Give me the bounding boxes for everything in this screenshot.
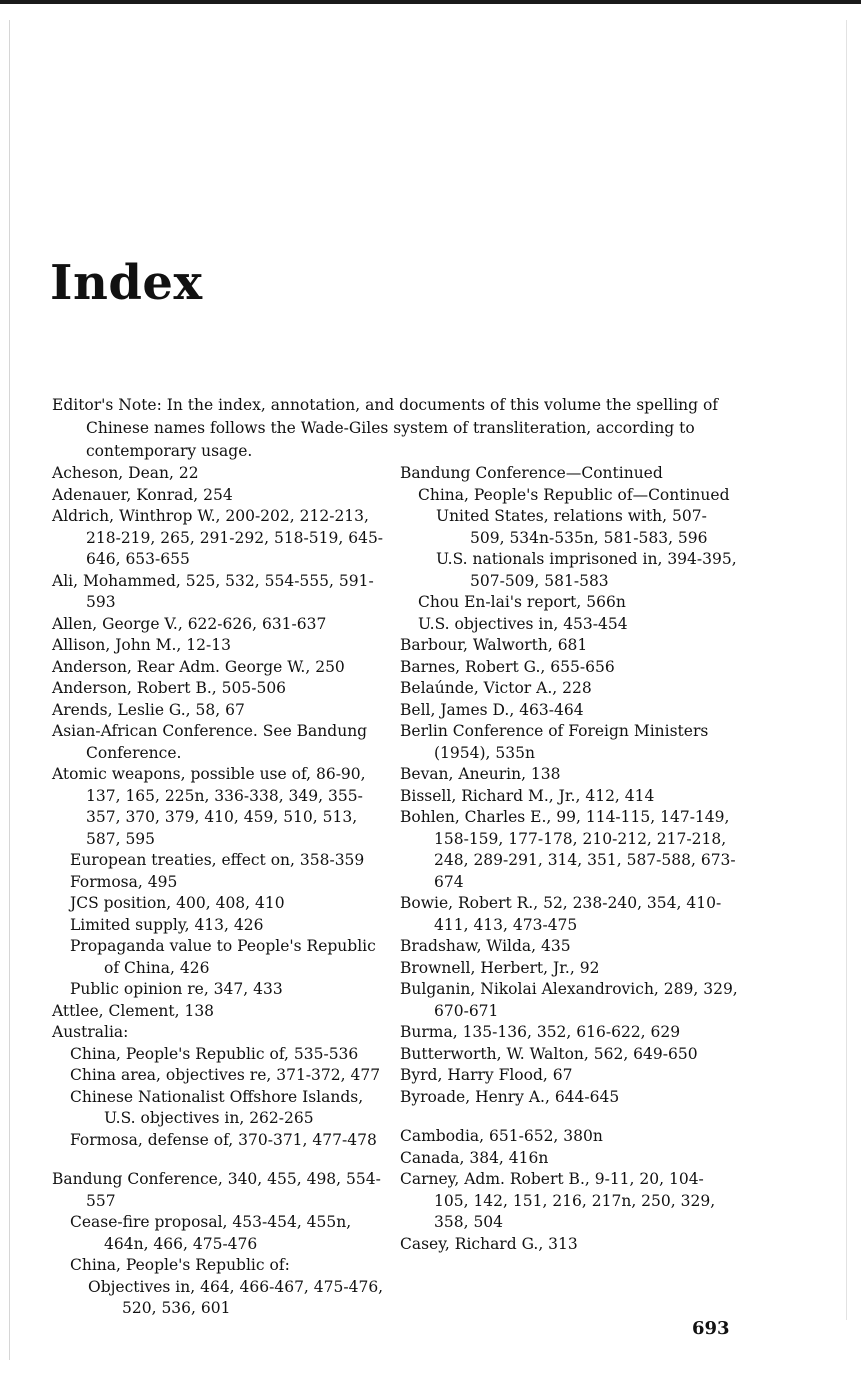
index-entry: European treaties, effect on, 358-359 <box>70 851 365 869</box>
index-entry: Arends, Leslie G., 58, 67 <box>52 700 245 719</box>
index-entry: Bradshaw, Wilda, 435 <box>400 937 571 955</box>
page-edge-right <box>846 20 847 1320</box>
page-number: 693 <box>692 1318 730 1339</box>
index-entry: Butterworth, W. Walton, 562, 649-650 <box>400 1044 698 1063</box>
index-entry: China, People's Republic of: <box>70 1256 290 1274</box>
index-entry: Formosa, defense of, 370-371, 477-478 <box>70 1130 377 1149</box>
index-entry: JCS position, 400, 408, 410 <box>70 894 285 912</box>
index-entry: Cambodia, 651-652, 380n <box>400 1127 603 1145</box>
index-entry: United States, relations with, 507-509, 534n-535n, 581-583, 596 <box>436 507 708 547</box>
editors-note: Editor's Note: In the index, annotation, and documents of this volume the spelling of Chinese names follows the Wade-Giles system of transliteration, according to contemporary usage. <box>52 396 719 460</box>
index-entry: Bevan, Aneurin, 138 <box>400 765 561 783</box>
index-entry: Belaúnde, Victor A., 228 <box>400 679 592 697</box>
index-entry: Carney, Adm. Robert B., 9-11, 20, 104-105, 142, 151, 216, 217n, 250, 329, 358, 504 <box>400 1170 716 1231</box>
index-entry: Berlin Conference of Foreign Ministers (1954), 535n <box>400 722 709 762</box>
index-entry: Bell, James D., 463-464 <box>400 700 584 719</box>
index-entry: Casey, Richard G., 313 <box>400 1234 578 1253</box>
top-border-rule <box>0 0 861 4</box>
index-entry: Bulganin, Nikolai Alexandrovich, 289, 329, 670-671 <box>400 980 738 1020</box>
index-entry: Chou En-lai's report, 566n <box>418 593 626 611</box>
index-entry: Bandung Conference—Continued <box>400 464 663 482</box>
index-column-left <box>52 463 388 1320</box>
index-entry: Chinese Nationalist Offshore Islands, U.S. objectives in, 262-265 <box>70 1087 364 1127</box>
index-entry: Atomic weapons, possible use of, 86-90, 137, 165, 225n, 336-338, 349, 355-357, 370, 379, 410, 459, 510, 513, 587, 595 <box>52 765 366 848</box>
index-entry: Acheson, Dean, 22 <box>52 464 199 482</box>
index-entry: Barnes, Robert G., 655-656 <box>400 657 615 676</box>
index-entry: Anderson, Robert B., 505-506 <box>52 679 287 697</box>
index-entry: Bowie, Robert R., 52, 238-240, 354, 410-411, 413, 473-475 <box>400 894 722 934</box>
index-entry: Asian-African Conference. See Bandung Conference. <box>52 722 368 762</box>
index-entry: U.S. objectives in, 453-454 <box>418 614 628 633</box>
page-edge-left <box>9 20 10 1360</box>
page-title: Index <box>50 255 203 311</box>
index-entry: Bissell, Richard M., Jr., 412, 414 <box>400 786 655 805</box>
index-entry: Allen, George V., 622-626, 631-637 <box>52 614 327 633</box>
index-entry: Adenauer, Konrad, 254 <box>52 485 233 504</box>
index-entry: Burma, 135-136, 352, 616-622, 629 <box>400 1023 681 1041</box>
index-entry: Byroade, Henry A., 644-645 <box>400 1087 620 1106</box>
index-column-right <box>400 463 738 1255</box>
index-entry: Allison, John M., 12-13 <box>52 636 231 654</box>
index-entry: Anderson, Rear Adm. George W., 250 <box>52 657 345 676</box>
index-entry: Barbour, Walworth, 681 <box>400 636 588 654</box>
index-entry: Ali, Mohammed, 525, 532, 554-555, 591-593 <box>52 571 374 611</box>
index-entry: Australia: <box>52 1023 129 1041</box>
index-entry: China, People's Republic of, 535-536 <box>70 1044 359 1063</box>
index-entry: Limited supply, 413, 426 <box>70 915 264 934</box>
index-entry: Bandung Conference, 340, 455, 498, 554-557 <box>52 1170 381 1210</box>
index-entry: Cease-fire proposal, 453-454, 455n, 464n, 466, 475-476 <box>70 1213 352 1253</box>
index-entry: China area, objectives re, 371-372, 477 <box>70 1066 381 1084</box>
index-entry: Attlee, Clement, 138 <box>52 1001 215 1020</box>
index-entry: Bohlen, Charles E., 99, 114-115, 147-149, 158-159, 177-178, 210-212, 217-218, 248, 289-291, 314, 351, 587-588, 673-674 <box>400 808 736 891</box>
index-entry: Byrd, Harry Flood, 67 <box>400 1066 573 1084</box>
index-entry: Brownell, Herbert, Jr., 92 <box>400 958 600 977</box>
index-entry: China, People's Republic of—Continued <box>418 485 730 504</box>
index-entry: U.S. nationals imprisoned in, 394-395, 507-509, 581-583 <box>436 550 737 590</box>
index-entry: Formosa, 495 <box>70 872 178 891</box>
index-entry: Aldrich, Winthrop W., 200-202, 212-213, 218-219, 265, 291-292, 518-519, 645-646, 653-655 <box>52 507 384 568</box>
index-entry: Public opinion re, 347, 433 <box>70 980 283 998</box>
index-entry: Canada, 384, 416n <box>400 1148 549 1167</box>
index-entry: Propaganda value to People's Republic of China, 426 <box>70 937 376 977</box>
index-entry: Objectives in, 464, 466-467, 475-476, 520, 536, 601 <box>88 1277 384 1317</box>
